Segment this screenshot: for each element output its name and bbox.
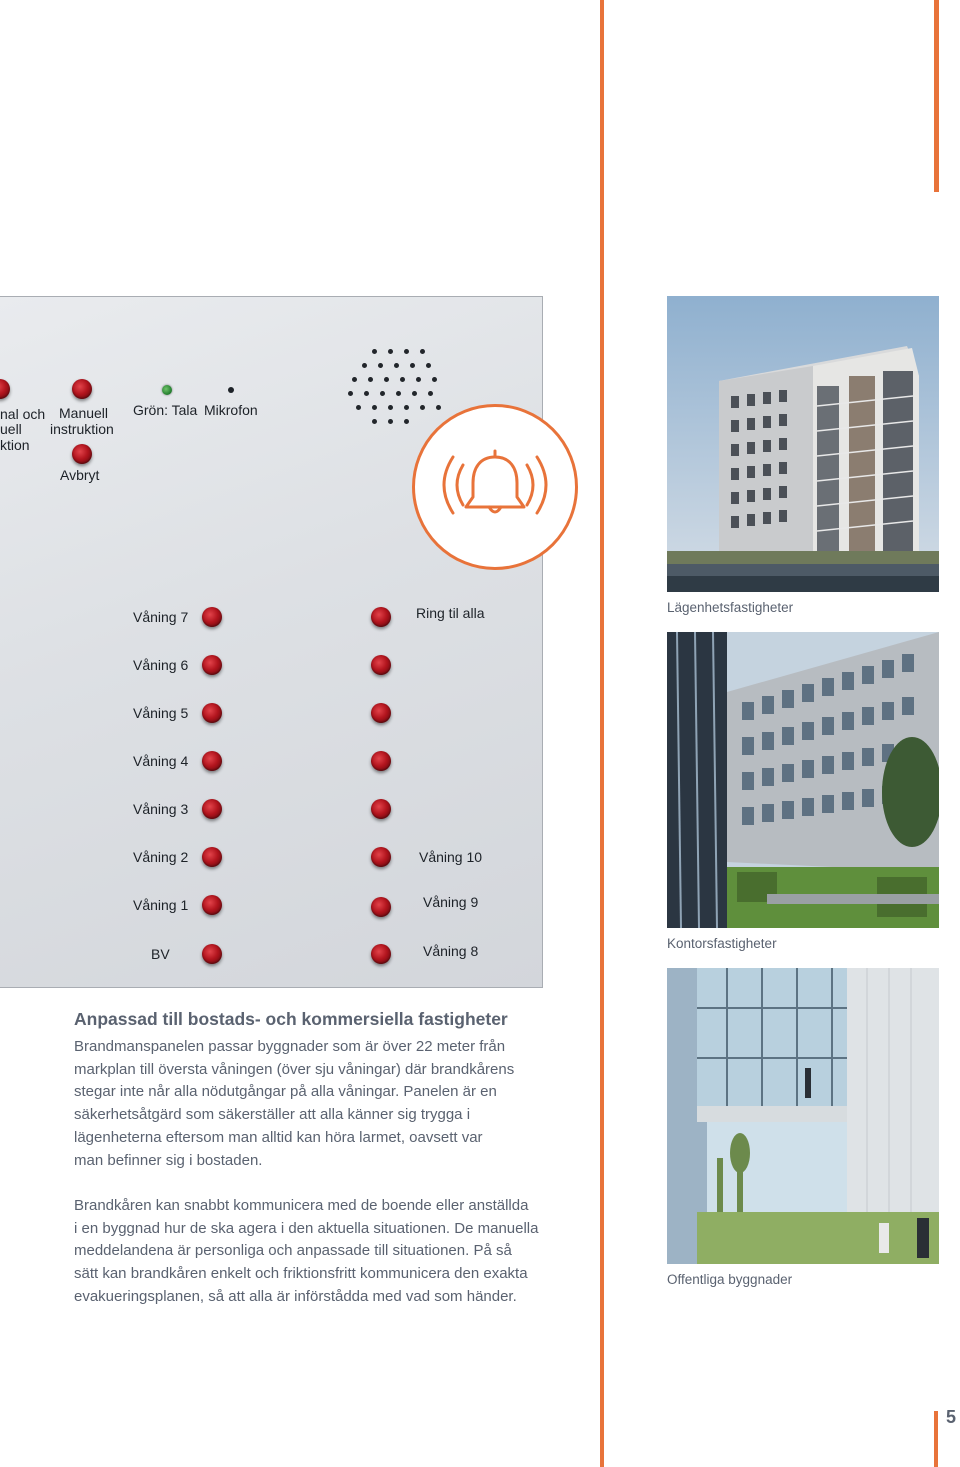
cut-led-top <box>0 379 10 399</box>
led-floor-1 <box>202 895 222 915</box>
label-cut-1: nal och <box>0 406 46 422</box>
para2-line: Brandkåren kan snabbt kommunicera med de boende eller anställda <box>74 1197 529 1214</box>
label-instruktion: instruktion <box>50 421 114 437</box>
led-floor-4 <box>202 751 222 771</box>
label-floor-9: Våning 9 <box>423 894 479 910</box>
office-building-photo <box>667 632 939 928</box>
led-ring-all <box>371 607 391 627</box>
top-right-accent-bar <box>934 0 939 192</box>
apartment-building-photo <box>667 296 939 592</box>
led-right-3 <box>371 703 391 723</box>
led-right-2 <box>371 655 391 675</box>
led-floor-3 <box>202 799 222 819</box>
led-floor-7 <box>202 607 222 627</box>
label-floor-6: Våning 6 <box>133 657 189 673</box>
para1-line: säkerhetsåtgärd som säkerställer att alla känner sig trygga i <box>74 1106 471 1124</box>
page-number: 5 <box>946 1407 957 1427</box>
led-floor-8 <box>371 944 391 964</box>
label-floor-1: Våning 1 <box>133 897 189 913</box>
para1-line: markplan till översta våningen (över sju våningar) där brandkårens <box>74 1060 515 1078</box>
led-right-4 <box>371 751 391 771</box>
label-avbryt: Avbryt <box>60 467 100 483</box>
led-floor-9 <box>371 897 391 917</box>
led-floor-10 <box>371 847 391 867</box>
para2-line: sätt kan brandkåren enkelt och friktionsfritt kommunicera den exakta <box>74 1265 528 1283</box>
para1-line: stegar inte når alla nödutgångar på alla våningar. Panelen är en <box>74 1083 497 1101</box>
label-ring-all: Ring til alla <box>416 605 485 621</box>
led-bv <box>202 944 222 964</box>
article-paragraph-2 <box>74 1195 554 1309</box>
public-building-photo <box>667 968 939 1264</box>
led-floor-2 <box>202 847 222 867</box>
label-floor-5: Våning 5 <box>133 705 189 721</box>
led-floor-6 <box>202 655 222 675</box>
para2-line: evakueringsplanen, så att alla är införstådda med vad som händer. <box>74 1287 517 1305</box>
caption-offices: Kontorsfastigheter <box>667 936 777 951</box>
talk-green-led <box>162 385 172 395</box>
para2-line: i en byggnad hur de ska agera i den aktuella situationen. De manuella <box>74 1219 539 1237</box>
para2-line: meddelandena är personliga och anpassade till situationen. På så <box>74 1242 512 1260</box>
para1-line: Brandmanspanelen passar byggnader som är över 22 meter från <box>74 1038 506 1055</box>
label-cut-2: uell <box>0 421 22 437</box>
label-floor-8: Våning 8 <box>423 943 479 959</box>
vertical-accent-line <box>600 0 604 1467</box>
firefighter-panel-image <box>0 296 543 988</box>
label-bv: BV <box>151 946 170 962</box>
label-gron-tala: Grön: Tala <box>133 402 198 418</box>
bell-ringing-icon <box>415 407 575 567</box>
label-floor-4: Våning 4 <box>133 753 189 769</box>
label-floor-10: Våning 10 <box>419 849 483 865</box>
label-manuell: Manuell <box>59 405 109 421</box>
label-mikrofon: Mikrofon <box>204 402 258 418</box>
abort-led <box>72 444 92 464</box>
led-right-5 <box>371 799 391 819</box>
caption-apartments: Lägenhetsfastigheter <box>667 600 794 615</box>
microphone-icon <box>228 387 234 393</box>
page-number-bar <box>934 1411 938 1467</box>
manual-instruction-led <box>72 379 92 399</box>
bell-badge <box>412 404 578 570</box>
label-floor-2: Våning 2 <box>133 849 189 865</box>
led-floor-5 <box>202 703 222 723</box>
para1-line: man befinner sig i bostaden. <box>74 1151 263 1169</box>
article-paragraph-1 <box>74 1036 554 1172</box>
caption-public: Offentliga byggnader <box>667 1272 793 1287</box>
label-floor-7: Våning 7 <box>133 609 189 625</box>
label-cut-3: ktion <box>0 437 30 453</box>
article-heading: Anpassad till bostads- och kommersiella fastigheter <box>74 1009 508 1029</box>
label-floor-3: Våning 3 <box>133 801 189 817</box>
para1-line: lägenheterna eftersom man alltid kan höra larmet, oavsett var <box>74 1128 483 1146</box>
